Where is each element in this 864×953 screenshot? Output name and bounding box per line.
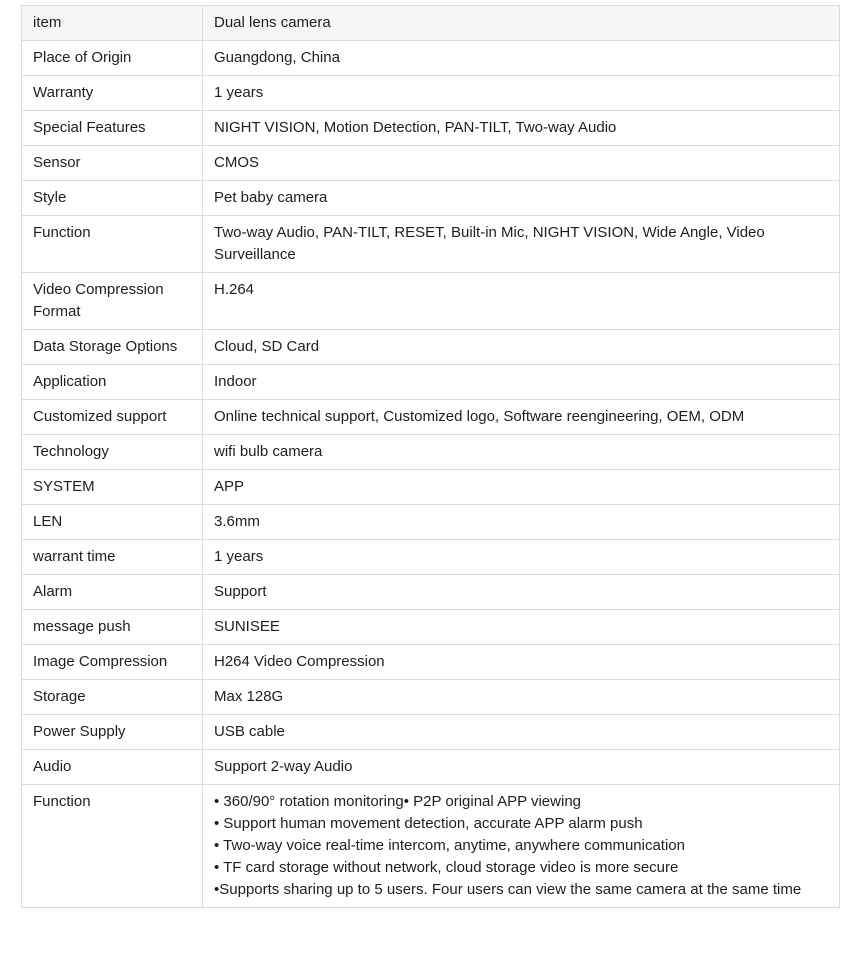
spec-label: LEN: [22, 505, 203, 540]
spec-value: Support 2-way Audio: [203, 750, 840, 785]
table-row: [22, 76, 840, 111]
spec-label: Style: [22, 181, 203, 216]
table-row: [22, 750, 840, 785]
spec-value: Dual lens camera: [203, 6, 840, 41]
table-row: [22, 610, 840, 645]
spec-value: wifi bulb camera: [203, 435, 840, 470]
table-row: [22, 575, 840, 610]
table-row: [22, 330, 840, 365]
table-row: [22, 6, 840, 41]
function-bullet: •Supports sharing up to 5 users. Four users can view the same camera at the same time: [214, 881, 802, 898]
spec-table-container: [21, 5, 840, 908]
function-bullet: • 360/90° rotation monitoring• P2P original APP viewing: [214, 793, 582, 810]
table-row: [22, 273, 840, 330]
table-row: [22, 41, 840, 76]
function-detail-list: [203, 785, 840, 908]
function-bullet: • Support human movement detection, accurate APP alarm push: [214, 815, 643, 832]
spec-value: H264 Video Compression: [203, 645, 840, 680]
spec-value: Pet baby camera: [203, 181, 840, 216]
spec-label: item: [22, 6, 203, 41]
spec-table-body: [22, 6, 840, 908]
spec-label: Place of Origin: [22, 41, 203, 76]
table-row: [22, 111, 840, 146]
table-row-function-detail: [22, 785, 840, 908]
spec-value: Indoor: [203, 365, 840, 400]
spec-label: Data Storage Options: [22, 330, 203, 365]
spec-value: Cloud, SD Card: [203, 330, 840, 365]
spec-label: Storage: [22, 680, 203, 715]
spec-value: Two-way Audio, PAN-TILT, RESET, Built-in Mic, NIGHT VISION, Wide Angle, Video Surveillance: [203, 216, 840, 273]
table-row: [22, 181, 840, 216]
table-row: [22, 715, 840, 750]
spec-label: Customized support: [22, 400, 203, 435]
spec-value: APP: [203, 470, 840, 505]
spec-label: Video Compression Format: [22, 273, 203, 330]
table-row: [22, 365, 840, 400]
table-row: [22, 146, 840, 181]
spec-value: USB cable: [203, 715, 840, 750]
function-bullet: • TF card storage without network, cloud storage video is more secure: [214, 859, 679, 876]
spec-label: Audio: [22, 750, 203, 785]
spec-label: message push: [22, 610, 203, 645]
spec-value: 1 years: [203, 76, 840, 111]
table-row: [22, 435, 840, 470]
spec-label: Application: [22, 365, 203, 400]
spec-label: Sensor: [22, 146, 203, 181]
spec-label: Image Compression: [22, 645, 203, 680]
spec-value: Guangdong, China: [203, 41, 840, 76]
spec-value: Online technical support, Customized logo, Software reengineering, OEM, ODM: [203, 400, 840, 435]
table-row: [22, 470, 840, 505]
table-row: [22, 540, 840, 575]
product-spec-table: [21, 5, 840, 908]
spec-value: SUNISEE: [203, 610, 840, 645]
spec-label: Special Features: [22, 111, 203, 146]
spec-value: 3.6mm: [203, 505, 840, 540]
spec-label: Technology: [22, 435, 203, 470]
spec-label: Alarm: [22, 575, 203, 610]
spec-value: 1 years: [203, 540, 840, 575]
table-row: [22, 505, 840, 540]
spec-value: H.264: [203, 273, 840, 330]
spec-label: Function: [22, 216, 203, 273]
table-row: [22, 216, 840, 273]
spec-value: Max 128G: [203, 680, 840, 715]
spec-label: SYSTEM: [22, 470, 203, 505]
table-row: [22, 680, 840, 715]
function-bullet: • Two-way voice real-time intercom, anytime, anywhere communication: [214, 837, 685, 854]
table-row: [22, 645, 840, 680]
spec-value: NIGHT VISION, Motion Detection, PAN-TILT, Two-way Audio: [203, 111, 840, 146]
spec-label: Function: [22, 785, 203, 908]
spec-value: Support: [203, 575, 840, 610]
spec-label: Warranty: [22, 76, 203, 111]
spec-label: warrant time: [22, 540, 203, 575]
table-row: [22, 400, 840, 435]
spec-value: CMOS: [203, 146, 840, 181]
spec-label: Power Supply: [22, 715, 203, 750]
